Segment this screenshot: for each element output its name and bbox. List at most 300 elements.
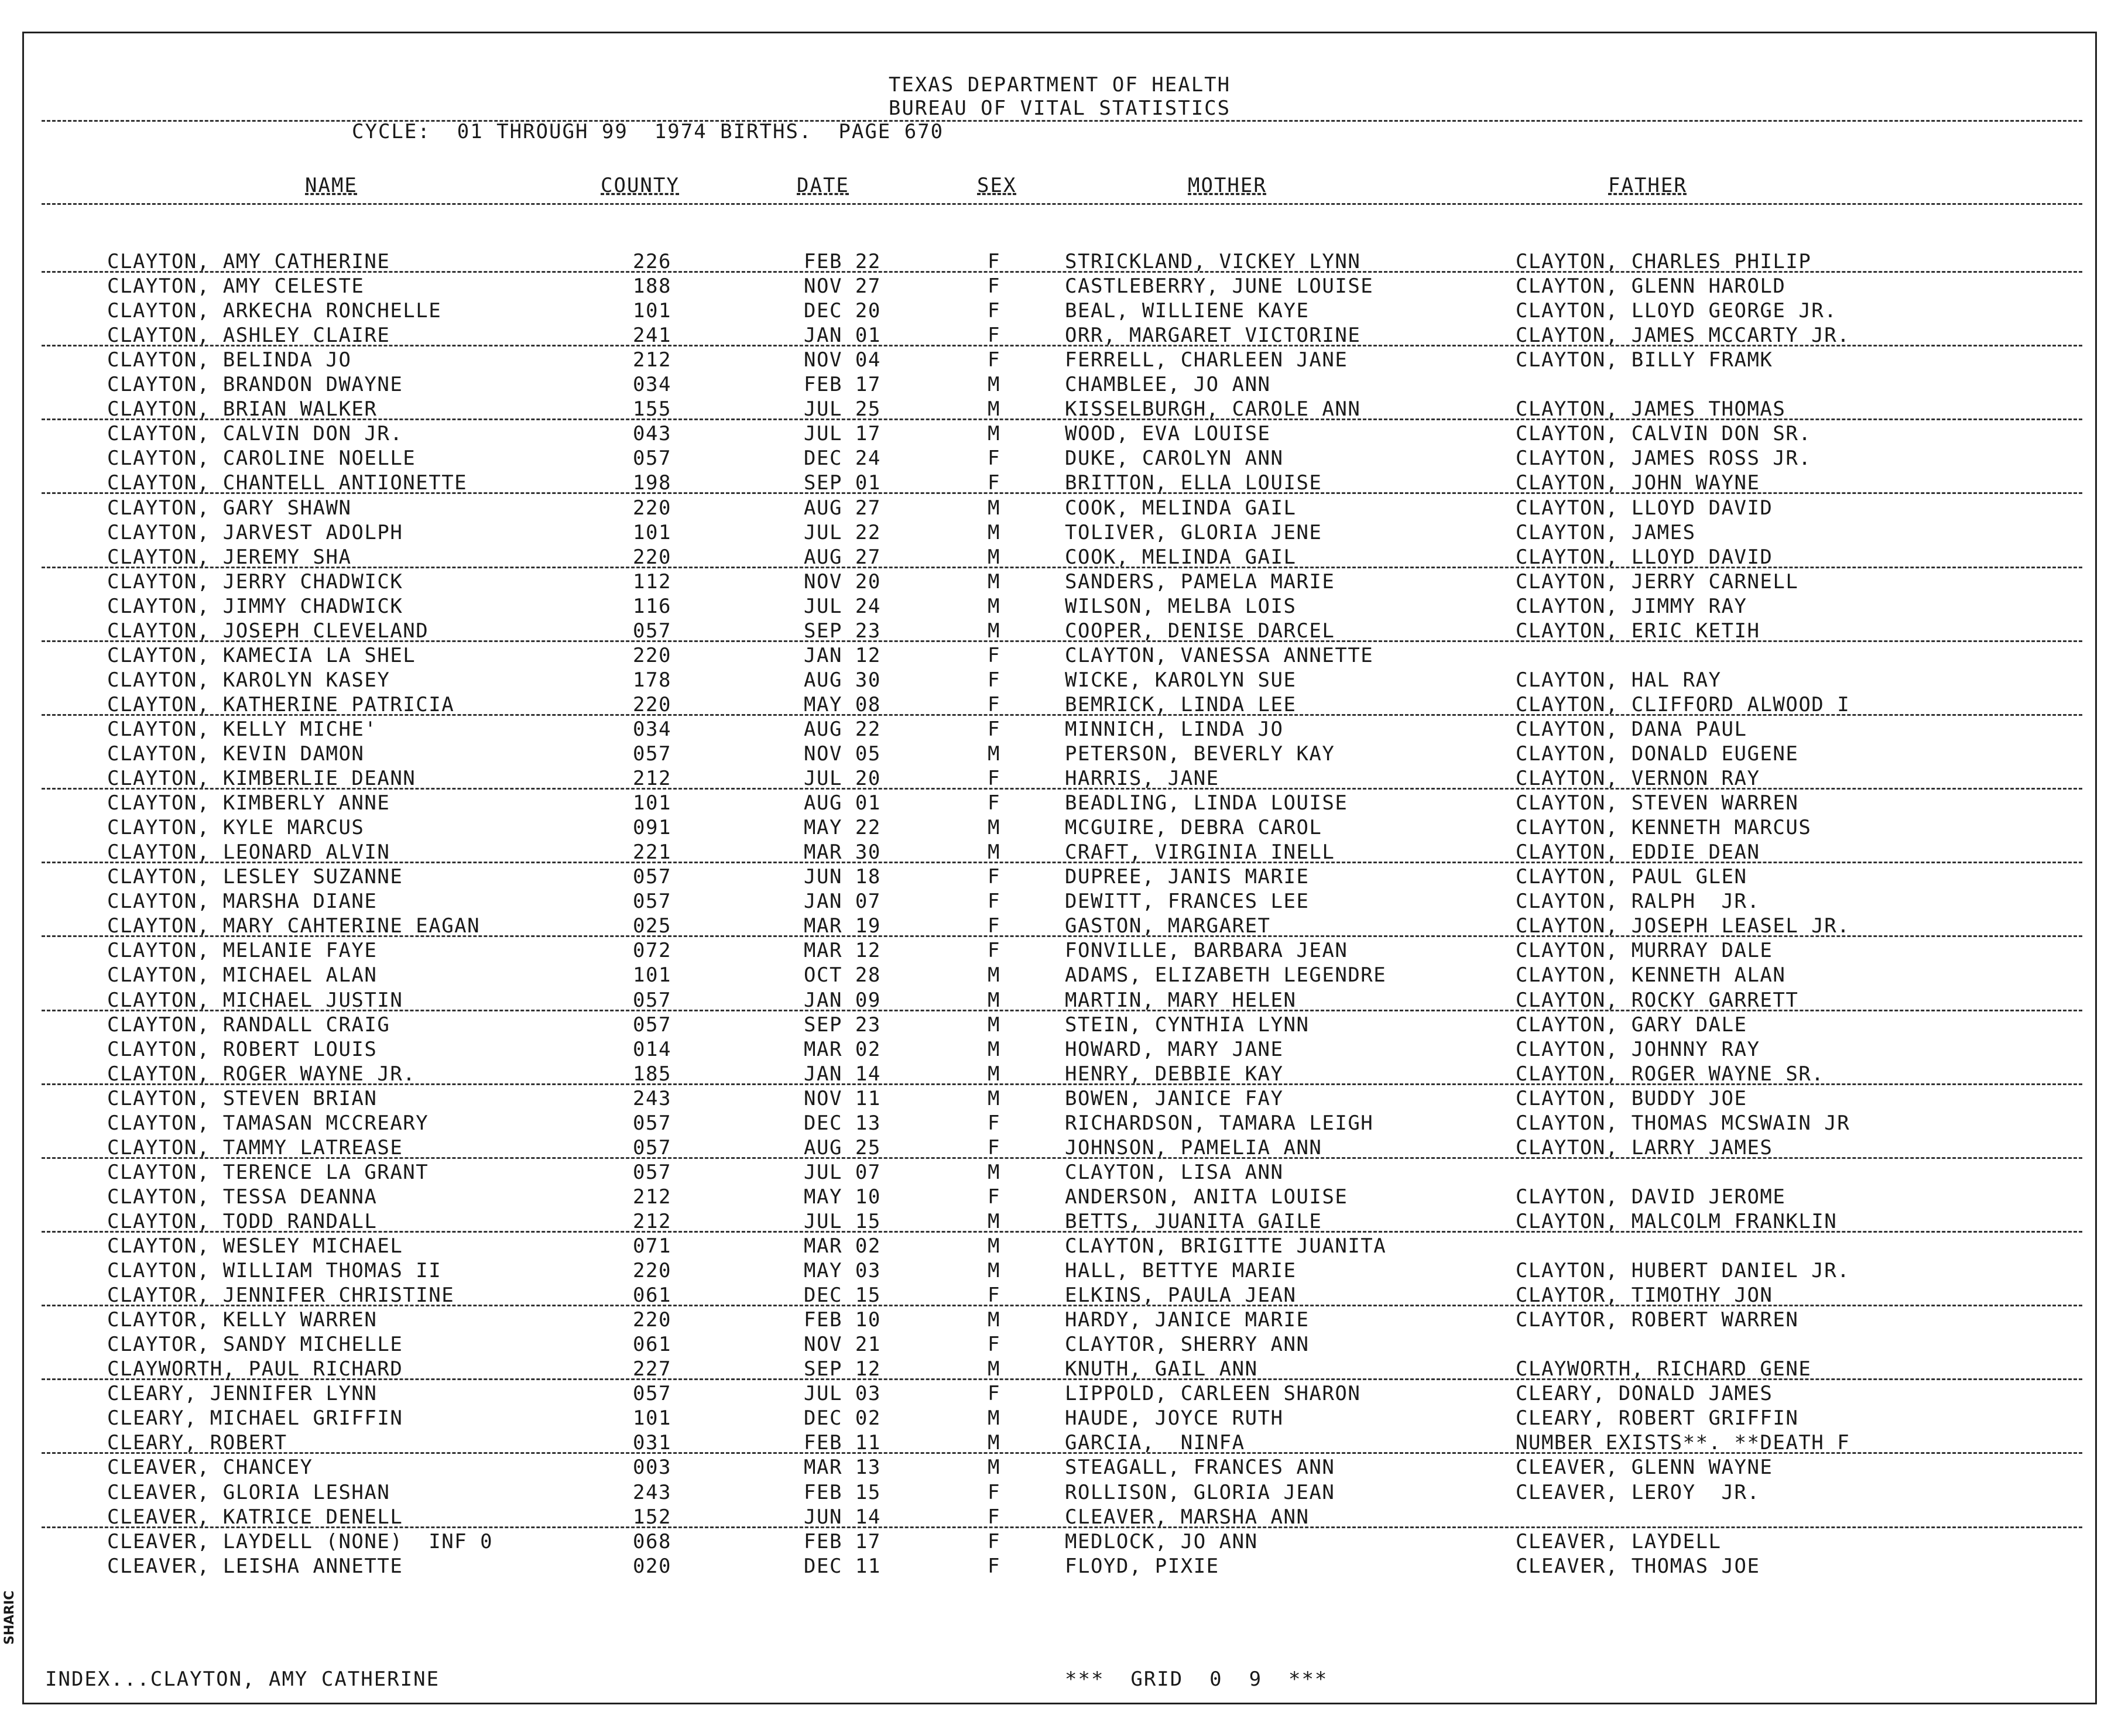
cell-name: CLAYTON, TERENCE LA GRANT <box>107 1160 429 1184</box>
table-row <box>24 816 2095 840</box>
cell-father: CLAYTON, BUDDY JOE <box>1516 1086 1747 1110</box>
cell-name: CLEAVER, GLORIA LESHAN <box>107 1480 390 1504</box>
cell-mother: KNUTH, GAIL ANN <box>1065 1357 1258 1381</box>
table-row <box>24 1161 2095 1185</box>
cell-name: CLAYTON, KAMECIA LA SHEL <box>107 643 416 667</box>
cell-father: CLAYTON, HUBERT DANIEL JR. <box>1516 1259 1850 1283</box>
cell-father: CLAYTON, EDDIE DEAN <box>1516 840 1760 864</box>
index-footer: INDEX...CLAYTON, AMY CATHERINE <box>45 1668 440 1691</box>
cell-father: CLAYTON, LARRY JAMES <box>1516 1135 1773 1159</box>
cell-date: JAN 07 <box>804 890 881 914</box>
table-row <box>24 324 2095 348</box>
cell-mother: BEMRICK, LINDA LEE <box>1065 692 1297 716</box>
table-row <box>24 422 2095 447</box>
cell-sex: F <box>988 1333 1000 1357</box>
cell-sex: F <box>988 348 1000 372</box>
cell-date: JUL 25 <box>804 397 881 421</box>
cell-name: CLAYTON, BRIAN WALKER <box>107 397 378 421</box>
cell-sex: M <box>988 594 1000 618</box>
cell-county: 034 <box>633 717 671 741</box>
table-row <box>24 1382 2095 1406</box>
cell-county: 188 <box>633 275 671 299</box>
cell-name: CLAYTON, CHANTELL ANTIONETTE <box>107 471 468 495</box>
cell-father: CLEARY, DONALD JAMES <box>1516 1382 1773 1406</box>
cell-father: CLAYTON, JAMES <box>1516 520 1696 544</box>
cell-date: JAN 14 <box>804 1062 881 1086</box>
cell-date: DEC 02 <box>804 1406 881 1430</box>
cell-mother: WOOD, EVA LOUISE <box>1065 422 1271 446</box>
cell-sex: M <box>988 1456 1000 1480</box>
table-row <box>24 890 2095 914</box>
cell-date: SEP 01 <box>804 471 881 495</box>
cell-date: MAR 13 <box>804 1456 881 1480</box>
cell-mother: ROLLISON, GLORIA JEAN <box>1065 1480 1335 1504</box>
cell-mother: DUPREE, JANIS MARIE <box>1065 865 1310 889</box>
cell-county: 057 <box>633 865 671 889</box>
cell-name: CLAYTON, LEONARD ALVIN <box>107 840 390 864</box>
cell-father: CLAYTON, DAVID JEROME <box>1516 1185 1786 1209</box>
cell-father: CLAYTON, LLOYD GEORGE JR. <box>1516 299 1838 323</box>
cell-sex: M <box>988 1357 1000 1381</box>
cell-father: CLAYTON, GARY DALE <box>1516 1013 1747 1037</box>
cell-mother: CLAYTON, LISA ANN <box>1065 1160 1284 1184</box>
cell-father: CLAYTOR, ROBERT WARREN <box>1516 1308 1799 1332</box>
cell-county: 057 <box>633 1013 671 1037</box>
cell-county: 227 <box>633 1357 671 1381</box>
cell-county: 034 <box>633 373 671 397</box>
cell-county: 185 <box>633 1062 671 1086</box>
cell-sex: M <box>988 1013 1000 1037</box>
cell-county: 057 <box>633 742 671 766</box>
cell-name: CLAYTON, WILLIAM THOMAS II <box>107 1259 442 1283</box>
cell-father: CLAYTON, JAMES THOMAS <box>1516 397 1786 421</box>
table-row <box>24 840 2095 865</box>
cell-father: CLAYTON, JOHNNY RAY <box>1516 1037 1760 1061</box>
cell-sex: F <box>988 1480 1000 1504</box>
cell-county: 091 <box>633 816 671 840</box>
table-row <box>24 1210 2095 1234</box>
table-row <box>24 1530 2095 1555</box>
cell-county: 116 <box>633 594 671 618</box>
cell-mother: HAUDE, JOYCE RUTH <box>1065 1406 1284 1430</box>
cell-father: CLEAVER, LAYDELL <box>1516 1529 1722 1553</box>
cell-father: CLAYTON, MURRAY DALE <box>1516 939 1773 963</box>
cell-county: 043 <box>633 422 671 446</box>
cell-sex: M <box>988 520 1000 544</box>
cell-county: 003 <box>633 1456 671 1480</box>
cell-date: JUL 17 <box>804 422 881 446</box>
cell-father: CLAYTON, BILLY FRAMK <box>1516 348 1773 372</box>
cell-mother: GARCIA, NINFA <box>1065 1431 1245 1455</box>
cell-father: CLAYTON, JERRY CARNELL <box>1516 569 1799 593</box>
cell-county: 057 <box>633 890 671 914</box>
cell-mother: COOK, MELINDA GAIL <box>1065 545 1297 569</box>
cell-county: 025 <box>633 914 671 938</box>
table-row <box>24 545 2095 570</box>
cell-name: CLAYTON, MARY CAHTERINE EAGAN <box>107 914 481 938</box>
cell-county: 057 <box>633 1111 671 1135</box>
cell-father: CLEAVER, THOMAS JOE <box>1516 1554 1760 1578</box>
cell-county: 112 <box>633 569 671 593</box>
cell-father: CLAYTON, PAUL GLEN <box>1516 865 1747 889</box>
cell-mother: MEDLOCK, JO ANN <box>1065 1529 1258 1553</box>
cell-date: DEC 24 <box>804 447 881 471</box>
cell-name: CLAYTON, KAROLYN KASEY <box>107 668 390 692</box>
cell-sex: F <box>988 717 1000 741</box>
table-row <box>24 1431 2095 1456</box>
cell-mother: BETTS, JUANITA GAILE <box>1065 1209 1322 1233</box>
cell-mother: DEWITT, FRANCES LEE <box>1065 890 1310 914</box>
cell-mother: CLAYTON, VANESSA ANNETTE <box>1065 643 1374 667</box>
cell-sex: M <box>988 545 1000 569</box>
cell-county: 101 <box>633 791 671 815</box>
cell-sex: F <box>988 914 1000 938</box>
cell-father: CLAYTON, JIMMY RAY <box>1516 594 1747 618</box>
cell-county: 243 <box>633 1480 671 1504</box>
cell-mother: FONVILLE, BARBARA JEAN <box>1065 939 1348 963</box>
cell-date: NOV 05 <box>804 742 881 766</box>
cell-county: 061 <box>633 1284 671 1308</box>
cell-sex: F <box>988 767 1000 791</box>
cell-sex: F <box>988 1554 1000 1578</box>
header-rule <box>42 120 2082 122</box>
cell-sex: F <box>988 890 1000 914</box>
table-row <box>24 767 2095 791</box>
cell-mother: ELKINS, PAULA JEAN <box>1065 1284 1297 1308</box>
cell-mother: CLAYTOR, SHERRY ANN <box>1065 1333 1310 1357</box>
cell-mother: CRAFT, VIRGINIA INELL <box>1065 840 1335 864</box>
cell-father: CLEAVER, LEROY JR. <box>1516 1480 1760 1504</box>
cell-name: CLAYTON, TESSA DEANNA <box>107 1185 378 1209</box>
cell-sex: M <box>988 1406 1000 1430</box>
cell-sex: M <box>988 988 1000 1012</box>
cell-sex: M <box>988 963 1000 987</box>
cell-date: MAY 08 <box>804 692 881 716</box>
cell-county: 220 <box>633 643 671 667</box>
cell-county: 057 <box>633 1160 671 1184</box>
cell-father: CLAYTON, JOHN WAYNE <box>1516 471 1760 495</box>
cell-sex: M <box>988 569 1000 593</box>
page-frame <box>22 32 2097 1704</box>
cell-date: FEB 11 <box>804 1431 881 1455</box>
cell-sex: F <box>988 668 1000 692</box>
cell-name: CLAYTON, ASHLEY CLAIRE <box>107 324 390 348</box>
cell-name: CLAYTON, CALVIN DON JR. <box>107 422 403 446</box>
cell-sex: M <box>988 1160 1000 1184</box>
cell-father: CLAYTON, CALVIN DON SR. <box>1516 422 1812 446</box>
cell-sex: M <box>988 816 1000 840</box>
cell-date: JUL 22 <box>804 520 881 544</box>
cell-mother: HALL, BETTYE MARIE <box>1065 1259 1297 1283</box>
table-row <box>24 989 2095 1013</box>
cell-date: MAR 30 <box>804 840 881 864</box>
cell-date: AUG 22 <box>804 717 881 741</box>
cell-county: 031 <box>633 1431 671 1455</box>
cell-name: CLAYTON, JARVEST ADOLPH <box>107 520 403 544</box>
cell-county: 221 <box>633 840 671 864</box>
cell-county: 198 <box>633 471 671 495</box>
cell-father: CLAYTON, MALCOLM FRANKLIN <box>1516 1209 1838 1233</box>
bureau-title: BUREAU OF VITAL STATISTICS <box>888 97 1231 120</box>
cell-county: 220 <box>633 545 671 569</box>
cell-mother: CLEAVER, MARSHA ANN <box>1065 1505 1310 1529</box>
cell-mother: STRICKLAND, VICKEY LYNN <box>1065 250 1361 273</box>
cell-mother: STEAGALL, FRANCES ANN <box>1065 1456 1335 1480</box>
cell-date: FEB 22 <box>804 250 881 273</box>
table-row <box>24 373 2095 397</box>
table-row <box>24 250 2095 275</box>
cell-father: CLAYTON, JOSEPH LEASEL JR. <box>1516 914 1850 938</box>
cell-sex: F <box>988 250 1000 273</box>
table-row <box>24 496 2095 521</box>
col-header-sex: SEX <box>977 174 1017 197</box>
cell-date: FEB 15 <box>804 1480 881 1504</box>
cell-mother: CASTLEBERRY, JUNE LOUISE <box>1065 275 1374 299</box>
cell-mother: MCGUIRE, DEBRA CAROL <box>1065 816 1322 840</box>
cell-sex: F <box>988 324 1000 348</box>
cell-sex: F <box>988 1111 1000 1135</box>
cell-county: 212 <box>633 1185 671 1209</box>
cell-date: DEC 11 <box>804 1554 881 1578</box>
cell-name: CLAYTON, LESLEY SUZANNE <box>107 865 403 889</box>
cell-sex: F <box>988 275 1000 299</box>
table-row <box>24 939 2095 963</box>
cell-county: 061 <box>633 1333 671 1357</box>
table-row <box>24 1087 2095 1111</box>
cell-county: 101 <box>633 963 671 987</box>
table-row <box>24 1111 2095 1136</box>
cell-date: OCT 28 <box>804 963 881 987</box>
cell-sex: F <box>988 1529 1000 1553</box>
cell-name: CLEAVER, LEISHA ANNETTE <box>107 1554 403 1578</box>
cell-date: MAR 02 <box>804 1234 881 1258</box>
cell-date: JAN 09 <box>804 988 881 1012</box>
cell-name: CLAYTON, KATHERINE PATRICIA <box>107 692 455 716</box>
table-row <box>24 718 2095 742</box>
table-row <box>24 447 2095 471</box>
cell-mother: ANDERSON, ANITA LOUISE <box>1065 1185 1348 1209</box>
table-row <box>24 1456 2095 1480</box>
cell-county: 101 <box>633 1406 671 1430</box>
cell-date: SEP 23 <box>804 1013 881 1037</box>
cell-county: 220 <box>633 1308 671 1332</box>
cell-name: CLAYTON, JOSEPH CLEVELAND <box>107 619 429 643</box>
cell-sex: M <box>988 840 1000 864</box>
table-row <box>24 865 2095 890</box>
cell-date: NOV 20 <box>804 569 881 593</box>
cell-name: CLAYTOR, KELLY WARREN <box>107 1308 378 1332</box>
cell-county: 071 <box>633 1234 671 1258</box>
cell-name: CLEAVER, CHANCEY <box>107 1456 313 1480</box>
cell-father: CLAYTON, ROCKY GARRETT <box>1516 988 1799 1012</box>
table-row <box>24 275 2095 299</box>
cell-name: CLEARY, JENNIFER LYNN <box>107 1382 378 1406</box>
cell-mother: HARDY, JANICE MARIE <box>1065 1308 1310 1332</box>
table-row <box>24 1038 2095 1062</box>
cell-father: CLAYTON, DONALD EUGENE <box>1516 742 1799 766</box>
table-row <box>24 1555 2095 1579</box>
cell-name: CLAYTON, ROBERT LOUIS <box>107 1037 378 1061</box>
cell-county: 101 <box>633 299 671 323</box>
table-row <box>24 1234 2095 1259</box>
cell-date: SEP 23 <box>804 619 881 643</box>
cell-mother: TOLIVER, GLORIA JENE <box>1065 520 1322 544</box>
cell-sex: F <box>988 791 1000 815</box>
cell-father: CLAYTON, HAL RAY <box>1516 668 1722 692</box>
cell-sex: F <box>988 1382 1000 1406</box>
cell-sex: M <box>988 422 1000 446</box>
cell-sex: F <box>988 1185 1000 1209</box>
cell-father: CLAYTON, LLOYD DAVID <box>1516 496 1773 520</box>
cell-county: 068 <box>633 1529 671 1553</box>
cell-date: NOV 11 <box>804 1086 881 1110</box>
cell-name: CLEARY, MICHAEL GRIFFIN <box>107 1406 403 1430</box>
cell-date: JUN 18 <box>804 865 881 889</box>
cell-father: CLAYTON, GLENN HAROLD <box>1516 275 1786 299</box>
cell-date: JUL 07 <box>804 1160 881 1184</box>
cell-name: CLAYTON, JIMMY CHADWICK <box>107 594 403 618</box>
cell-father: CLAYWORTH, RICHARD GENE <box>1516 1357 1812 1381</box>
cell-mother: MINNICH, LINDA JO <box>1065 717 1284 741</box>
table-row <box>24 791 2095 816</box>
table-row <box>24 1013 2095 1038</box>
cell-date: NOV 27 <box>804 275 881 299</box>
col-header-father: FATHER <box>1608 174 1687 197</box>
cell-date: DEC 20 <box>804 299 881 323</box>
cell-mother: JOHNSON, PAMELIA ANN <box>1065 1135 1322 1159</box>
cell-name: CLAYTON, ARKECHA RONCHELLE <box>107 299 442 323</box>
cell-county: 220 <box>633 1259 671 1283</box>
cell-name: CLAYTON, JEREMY SHA <box>107 545 352 569</box>
cell-father: CLAYTON, KENNETH MARCUS <box>1516 816 1812 840</box>
cell-father: CLAYTON, VERNON RAY <box>1516 767 1760 791</box>
cell-sex: M <box>988 1037 1000 1061</box>
cell-sex: F <box>988 447 1000 471</box>
cell-mother: HARRIS, JANE <box>1065 767 1219 791</box>
cell-date: AUG 27 <box>804 496 881 520</box>
cell-father: CLAYTON, THOMAS MCSWAIN JR <box>1516 1111 1850 1135</box>
cell-name: CLAYTON, TAMMY LATREASE <box>107 1135 403 1159</box>
table-row <box>24 1284 2095 1308</box>
cell-name: CLAYTON, KYLE MARCUS <box>107 816 365 840</box>
cell-sex: F <box>988 299 1000 323</box>
cell-date: JUN 14 <box>804 1505 881 1529</box>
table-row <box>24 595 2095 619</box>
cell-date: JUL 15 <box>804 1209 881 1233</box>
cell-name: CLAYTON, KEVIN DAMON <box>107 742 365 766</box>
cell-mother: RICHARDSON, TAMARA LEIGH <box>1065 1111 1374 1135</box>
cell-county: 155 <box>633 397 671 421</box>
cell-sex: F <box>988 692 1000 716</box>
cell-sex: M <box>988 1086 1000 1110</box>
table-row <box>24 644 2095 668</box>
cell-mother: MARTIN, MARY HELEN <box>1065 988 1297 1012</box>
cell-mother: FLOYD, PIXIE <box>1065 1554 1219 1578</box>
cell-sex: M <box>988 1259 1000 1283</box>
cell-date: AUG 30 <box>804 668 881 692</box>
cell-name: CLAYTON, RANDALL CRAIG <box>107 1013 390 1037</box>
table-row <box>24 1357 2095 1382</box>
cell-date: MAY 03 <box>804 1259 881 1283</box>
cell-name: CLAYTON, BELINDA JO <box>107 348 352 372</box>
cell-father: CLAYTON, CLIFFORD ALWOOD I <box>1516 692 1850 716</box>
cell-date: DEC 15 <box>804 1284 881 1308</box>
cell-mother: BEADLING, LINDA LOUISE <box>1065 791 1348 815</box>
cell-name: CLAYTON, BRANDON DWAYNE <box>107 373 403 397</box>
table-row <box>24 397 2095 422</box>
cell-mother: HOWARD, MARY JANE <box>1065 1037 1284 1061</box>
cell-sex: F <box>988 939 1000 963</box>
cell-mother: FERRELL, CHARLEEN JANE <box>1065 348 1348 372</box>
cell-mother: BRITTON, ELLA LOUISE <box>1065 471 1322 495</box>
cell-county: 243 <box>633 1086 671 1110</box>
cell-date: DEC 13 <box>804 1111 881 1135</box>
cell-mother: ORR, MARGARET VICTORINE <box>1065 324 1361 348</box>
cell-county: 101 <box>633 520 671 544</box>
cell-father: CLEAVER, GLENN WAYNE <box>1516 1456 1773 1480</box>
cell-county: 212 <box>633 1209 671 1233</box>
col-header-mother: MOTHER <box>1188 174 1267 197</box>
cell-name: CLAYTON, GARY SHAWN <box>107 496 352 520</box>
cell-county: 020 <box>633 1554 671 1578</box>
cell-name: CLAYTON, JERRY CHADWICK <box>107 569 403 593</box>
side-tag: SHARIC <box>2 1590 17 1645</box>
cell-county: 212 <box>633 348 671 372</box>
table-row <box>24 619 2095 644</box>
cell-name: CLAYTON, TAMASAN MCCREARY <box>107 1111 429 1135</box>
cell-name: CLAYTON, KIMBERLIE DEANN <box>107 767 416 791</box>
table-row <box>24 693 2095 718</box>
cell-sex: M <box>988 373 1000 397</box>
cell-name: CLAYTON, KELLY MICHE' <box>107 717 378 741</box>
cell-county: 178 <box>633 668 671 692</box>
cell-father: CLAYTON, JAMES MCCARTY JR. <box>1516 324 1850 348</box>
cell-county: 057 <box>633 447 671 471</box>
cell-date: JUL 20 <box>804 767 881 791</box>
cell-date: FEB 17 <box>804 373 881 397</box>
cell-date: MAR 19 <box>804 914 881 938</box>
table-row <box>24 1505 2095 1530</box>
cell-name: CLEAVER, LAYDELL (NONE) INF 0 <box>107 1529 493 1553</box>
cell-name: CLAYWORTH, PAUL RICHARD <box>107 1357 403 1381</box>
cell-name: CLAYTON, STEVEN BRIAN <box>107 1086 378 1110</box>
cell-mother: COOK, MELINDA GAIL <box>1065 496 1297 520</box>
cell-date: FEB 17 <box>804 1529 881 1553</box>
table-row <box>24 348 2095 373</box>
table-row <box>24 1333 2095 1357</box>
cell-name: CLAYTON, KIMBERLY ANNE <box>107 791 390 815</box>
cell-county: 226 <box>633 250 671 273</box>
cell-county: 057 <box>633 988 671 1012</box>
cell-name: CLAYTON, MARSHA DIANE <box>107 890 378 914</box>
cell-date: JUL 24 <box>804 594 881 618</box>
cell-sex: M <box>988 1234 1000 1258</box>
cell-mother: WICKE, KAROLYN SUE <box>1065 668 1297 692</box>
col-header-name: NAME <box>305 174 358 197</box>
cell-mother: LIPPOLD, CARLEEN SHARON <box>1065 1382 1361 1406</box>
cell-mother: CHAMBLEE, JO ANN <box>1065 373 1271 397</box>
cell-sex: F <box>988 1284 1000 1308</box>
cell-name: CLAYTOR, JENNIFER CHRISTINE <box>107 1284 455 1308</box>
table-row <box>24 1136 2095 1161</box>
cell-county: 152 <box>633 1505 671 1529</box>
cell-name: CLAYTON, MICHAEL JUSTIN <box>107 988 403 1012</box>
table-row <box>24 963 2095 988</box>
table-row <box>24 668 2095 693</box>
cell-date: AUG 01 <box>804 791 881 815</box>
cell-sex: F <box>988 865 1000 889</box>
cell-date: MAY 10 <box>804 1185 881 1209</box>
